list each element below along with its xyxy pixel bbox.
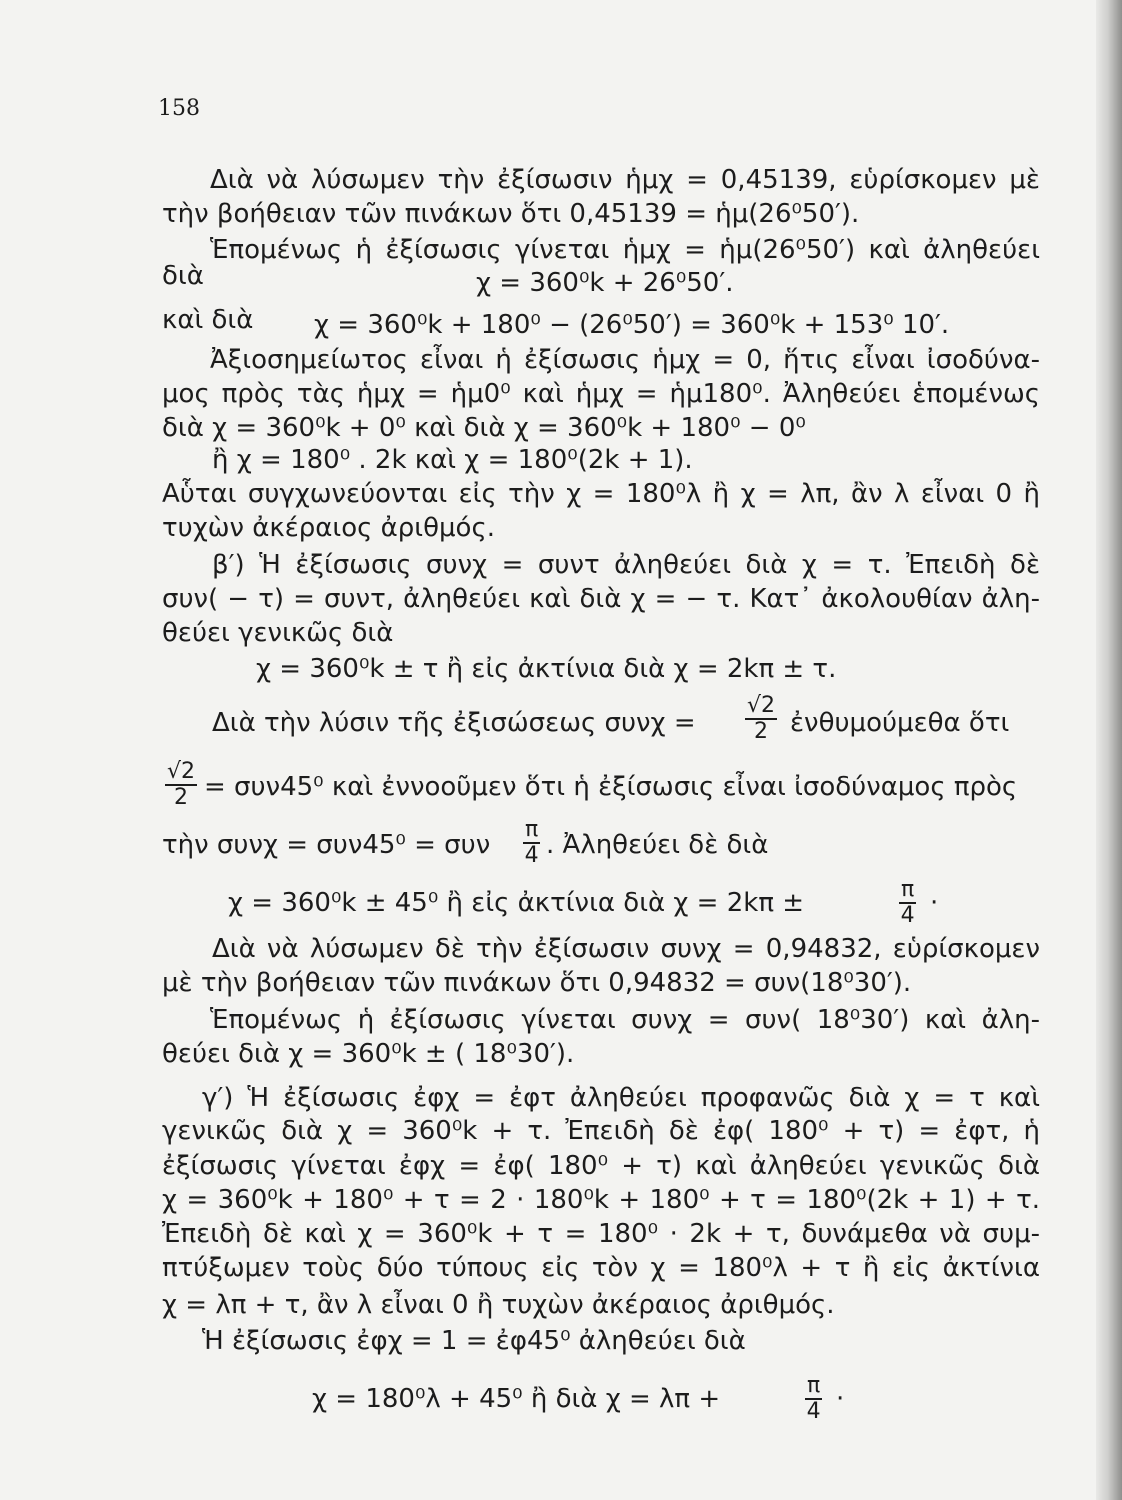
fraction-denominator: 2 bbox=[754, 719, 768, 744]
fraction-numerator: √2 bbox=[747, 693, 776, 718]
equation-line: χ = 360⁰k + 180⁰ − (26⁰50′) = 360⁰k + 153⁰ 10′. bbox=[314, 310, 950, 340]
text-line: πτύξωμεν τοὺς δύο τύπους εἰς τὸν χ = 180⁰λ + τ ἢ εἰς ἀκτίνια bbox=[162, 1253, 1040, 1283]
text-line: β′) Ἡ ἐξίσωσις συνχ = συντ ἀληθεύει διὰ χ = τ. Ἐπειδὴ δὲ bbox=[212, 550, 1040, 580]
fraction-numerator: √2 bbox=[167, 759, 196, 784]
fraction-numerator: π bbox=[901, 877, 915, 902]
text-line: μὲ τὴν βοήθειαν τῶν πινάκων ὅτι 0,94832 = συν(18⁰30′). bbox=[162, 968, 912, 998]
fraction-pi-over-4 bbox=[899, 878, 916, 928]
text-line: γ′) Ἡ ἐξίσωσις ἐφχ = ἐφτ ἀληθεύει προφανῶς διὰ χ = τ καὶ bbox=[202, 1083, 1040, 1113]
text-line: τὴν βοήθειαν τῶν πινάκων ὅτι 0,45139 = ἡμ(26⁰50′). bbox=[162, 199, 860, 229]
text-line: Διὰ νὰ λύσωμεν δὲ τὴν ἐξίσωσιν συνχ = 0,94832, εὑρίσκομεν bbox=[212, 934, 1040, 964]
text-line: Αὗται συγχωνεύονται εἰς τὴν χ = 180⁰λ ἢ χ = λπ, ἂν λ εἶναι 0 ἢ bbox=[162, 479, 1040, 509]
page-number: 158 bbox=[158, 96, 200, 121]
text-line: ἐνθυμούμεθα ὅτι bbox=[790, 708, 1010, 738]
text-line: τυχὼν ἀκέραιος ἀριθμός. bbox=[162, 513, 495, 543]
text-line: ἐξίσωσις γίνεται ἐφχ = ἐφ( 180⁰ + τ) καὶ ἀληθεύει γενικῶς διὰ bbox=[162, 1151, 1040, 1181]
text-line: . Ἀληθεύει δὲ διὰ bbox=[546, 830, 769, 860]
text-line: ἢ χ = 180⁰ . 2k καὶ χ = 180⁰(2k + 1). bbox=[212, 445, 693, 475]
equation-line: χ = 180⁰λ + 45⁰ ἢ διὰ χ = λπ + bbox=[312, 1384, 721, 1414]
fraction-numerator: π bbox=[525, 817, 539, 842]
text-line: μος πρὸς τὰς ἡμχ = ἡμ0⁰ καὶ ἡμχ = ἡμ180⁰. Ἀληθεύει ἑπομένως bbox=[162, 379, 1040, 409]
text-line: Ἡ ἐξίσωσις ἐφχ = 1 = ἐφ45⁰ ἀληθεύει διὰ bbox=[202, 1326, 746, 1356]
text-line: τὴν συνχ = συν45⁰ = συν bbox=[162, 830, 491, 860]
fraction-denominator: 4 bbox=[524, 843, 539, 868]
fraction-denominator: 2 bbox=[174, 785, 188, 810]
punctuation: · bbox=[930, 888, 939, 918]
fraction-numerator: π bbox=[807, 1373, 821, 1398]
text-line: Ἑπομένως ἡ ἐξίσωσις γίνεται συνχ = συν( 18⁰30′) καὶ ἀλη- bbox=[210, 1005, 1040, 1035]
text-line: χ = 360⁰k + 180⁰ + τ = 2 · 180⁰k + 180⁰ + τ = 180⁰(2k + 1) + τ. bbox=[162, 1185, 1040, 1215]
text-line: χ = λπ + τ, ἂν λ εἶναι 0 ἢ τυχὼν ἀκέραιος ἀριθμός. bbox=[162, 1290, 835, 1320]
text-line: διὰ bbox=[162, 261, 204, 291]
text-line: γενικῶς διὰ χ = 360⁰k + τ. Ἐπειδὴ δὲ ἐφ( 180⁰ + τ) = ἐφτ, ἡ bbox=[162, 1116, 1040, 1146]
fraction-pi-over-4 bbox=[805, 1374, 822, 1424]
text-line: καὶ διὰ bbox=[162, 305, 254, 335]
text-line: Διὰ τὴν λύσιν τῆς ἐξισώσεως συνχ = bbox=[212, 708, 696, 738]
text-line: Διὰ νὰ λύσωμεν τὴν ἐξίσωσιν ἡμχ = 0,45139, εὑρίσκομεν μὲ bbox=[210, 165, 1040, 195]
fraction-sqrt2-over-2 bbox=[165, 760, 197, 810]
page-edge-shadow bbox=[1096, 0, 1122, 1500]
text-line: Ἀξιοσημείωτος εἶναι ἡ ἐξίσωσις ἡμχ = 0, ἥτις εἶναι ἰσοδύνα- bbox=[210, 345, 1040, 375]
equation-line: χ = 360⁰k ± τ ἢ εἰς ἀκτίνια διὰ χ = 2kπ ± τ. bbox=[256, 654, 837, 684]
fraction-sqrt2-over-2 bbox=[745, 694, 777, 744]
equation-line: χ = 360⁰k + 26⁰50′. bbox=[476, 268, 734, 298]
punctuation: · bbox=[836, 1384, 845, 1414]
text-line: Ἑπομένως ἡ ἐξίσωσις γίνεται ἡμχ = ἡμ(26⁰50′) καὶ ἀληθεύει bbox=[210, 235, 1040, 265]
text-line: συν( − τ) = συντ, ἀληθεύει καὶ διὰ χ = − τ. Κατ᾿ ἀκολουθίαν ἀλη- bbox=[162, 584, 1040, 614]
text-line: διὰ χ = 360⁰k + 0⁰ καὶ διὰ χ = 360⁰k + 180⁰ − 0⁰ bbox=[162, 413, 806, 443]
equation-line: χ = 360⁰k ± 45⁰ ἢ εἰς ἀκτίνια διὰ χ = 2kπ ± bbox=[228, 888, 805, 918]
text-line: θεύει διὰ χ = 360⁰k ± ( 18⁰30′). bbox=[162, 1039, 575, 1069]
fraction-pi-over-4 bbox=[523, 818, 540, 868]
fraction-denominator: 4 bbox=[806, 1399, 821, 1424]
text-line: θεύει γενικῶς διὰ bbox=[162, 618, 394, 648]
text-line: = συν45⁰ καὶ ἐννοοῦμεν ὅτι ἡ ἐξίσωσις εἶναι ἰσοδύναμος πρὸς bbox=[204, 772, 1018, 802]
text-line: Ἐπειδὴ δὲ καὶ χ = 360⁰k + τ = 180⁰ · 2k + τ, δυνάμεθα νὰ συμ- bbox=[162, 1219, 1040, 1249]
fraction-denominator: 4 bbox=[900, 903, 915, 928]
